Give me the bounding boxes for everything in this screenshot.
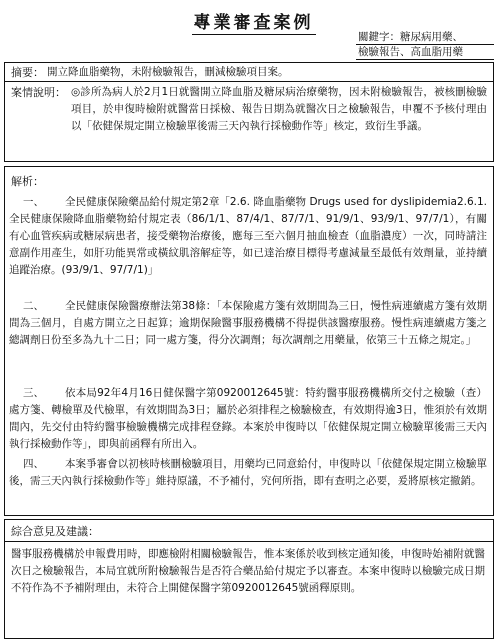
summary-case-box xyxy=(4,62,494,162)
analysis-item-1-num: 一、 xyxy=(23,196,44,208)
analysis-box xyxy=(4,166,494,516)
analysis-label: 解析： xyxy=(11,175,44,188)
summary-text: 開立降血脂藥物，未附檢驗報告，刪減檢驗項目案。 xyxy=(47,66,289,78)
keywords-line-1: 關鍵字：糖尿病用藥、 xyxy=(356,30,494,45)
analysis-item-3-num: 三、 xyxy=(23,387,44,399)
summary-divider xyxy=(5,81,493,82)
analysis-item-2-num: 二、 xyxy=(23,300,44,312)
analysis-item-4-text: 本案爭審會以初核時核刪檢驗項目，用藥均已同意給付，申復時以「依健保規定開立檢驗單後，需三天內執行採檢動作等」維持原議，不予補付，究何所指，即有查明之必要，爰將原核定撤銷。 xyxy=(9,458,487,487)
analysis-item-2-text: 全民健康保險醫療辦法第38條：「本保險處方箋有效期間為三日，慢性病連續處方箋有效期間為三個月，自處方開立之日起算；逾期保險醫事服務機構不得提供該醫療服務。慢性病連續處方箋之總調劑日份至多為九十二日；同一處方箋，得分次調劑；每次調劑之用藥量，依第三十五條之規定。」 xyxy=(9,300,487,346)
summary-label: 摘要： xyxy=(11,66,44,79)
keywords-line-2: 檢驗報告、高血脂用藥 xyxy=(356,45,494,60)
analysis-item-1-text: 全民健康保險藥品給付規定第2章「2.6. 降血脂藥物 Drugs used for dyslipidemia2.6.1. 全民健康保險降血脂藥物給付規定表（86/1/1、87/4/1、87/7/1、91/9/1、93/9/1、97/7/1），有關有心血管疾病或糖尿病患者，接受藥物治療後，應每三至六個月抽血檢查（血脂濃度）一次，同時請注意副作用產生，如肝功能異常或橫紋肌溶解症等，如已達治療目標得考慮減量至最低有效劑量，並持續追蹤治療。(93/9/1、97/7/1)」 xyxy=(9,196,487,276)
conclusion-divider xyxy=(5,541,493,542)
case-label: 案情說明： xyxy=(11,86,66,99)
conclusion-label: 綜合意見及建議： xyxy=(11,525,99,538)
analysis-item-4-num: 四、 xyxy=(23,458,44,470)
keywords-block xyxy=(356,30,494,60)
conclusion-box xyxy=(4,519,494,639)
case-text: ◎診所為病人於2月1日就醫開立降血脂及糖尿病治療藥物，因未附檢驗報告，被核刪檢驗項目，於申復時檢附就醫當日採檢、報告日期為就醫次日之檢驗報告，申覆不予核付理由以「依健保規定開立檢驗單後需三天內執行採檢動作等」核定，致衍生爭議。 xyxy=(71,86,487,132)
analysis-item-3-text: 依本局92年4月16日健保醫字第0920012645號：特約醫事服務機構所交付之檢驗（查）處方箋、轉檢單及代檢單，有效期間為3日；屬於必須排程之檢驗檢查，有效期得逾3日，惟須於有效期間內，先交付由特約醫事檢驗機構完成排程登錄。本案於申復時以「依健保規定開立檢驗單後需三天內執行採檢動作等」，即與前函釋有所出入。 xyxy=(9,387,487,450)
conclusion-text: 醫事服務機構於申報費用時，即應檢附相關檢驗報告，惟本案係於收到核定通知後，申復時始補附就醫次日之檢驗報告，本局宜就所附檢驗報告是否符合藥品給付規定予以審查。本案申復時以檢驗完成日期不符作為不予補附理由，未符合上開健保醫字第0920012645號函釋原則。 xyxy=(11,548,485,594)
page-title-text: 專業審查案例 xyxy=(193,13,314,33)
